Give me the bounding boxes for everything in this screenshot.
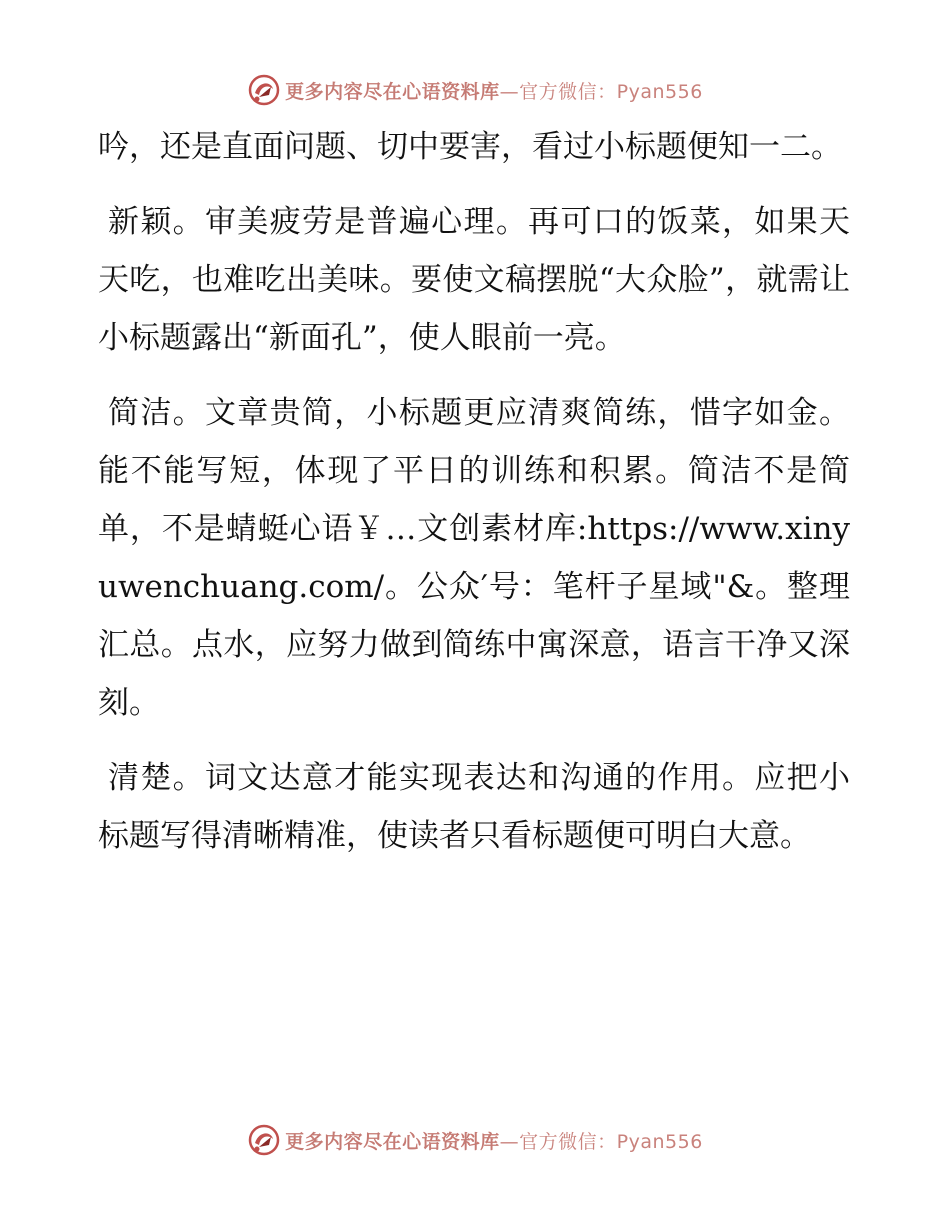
document-body [98,118,850,882]
footer-contact-text: 官方微信：Pyan556 [519,1130,703,1153]
paragraph-conciseness: 简洁。文章贵简，小标题更应清爽简练，惜字如金。能不能写短，体现了平日的训练和积累。简洁不是简单，不是蜻蜓心语￥…文创素材库:https://www.xinyuwenchuang.com/。公众′号：笔杆子星域"&。整理汇总。点水，应努力做到简练中寓深意，语言干净又深刻。 [98,395,850,721]
header-contact-text: 官方微信：Pyan556 [519,80,703,103]
footer-banner [0,1120,950,1160]
footer-site-text: 更多内容尽在心语资料库 [285,1130,500,1153]
header-site-text: 更多内容尽在心语资料库 [285,80,500,103]
footer-dash: — [499,1130,520,1153]
red-swirl-logo-icon [247,73,281,107]
paragraph-continuation: 吟，还是直面问题、切中要害，看过小标题便知一二。 [98,129,842,165]
header-dash: — [499,80,520,103]
header-banner [0,70,950,110]
paragraph-clarity: 清楚。词文达意才能实现表达和沟通的作用。应把小标题写得清晰精准，使读者只看标题便可明白大意。 [98,760,850,854]
paragraph-novelty: 新颖。审美疲劳是普遍心理。再可口的饭菜，如果天天吃，也难吃出美味。要使文稿摆脱“大众脸”，就需让小标题露出“新面孔”，使人眼前一亮。 [98,204,850,356]
red-swirl-logo-icon [247,1123,281,1157]
